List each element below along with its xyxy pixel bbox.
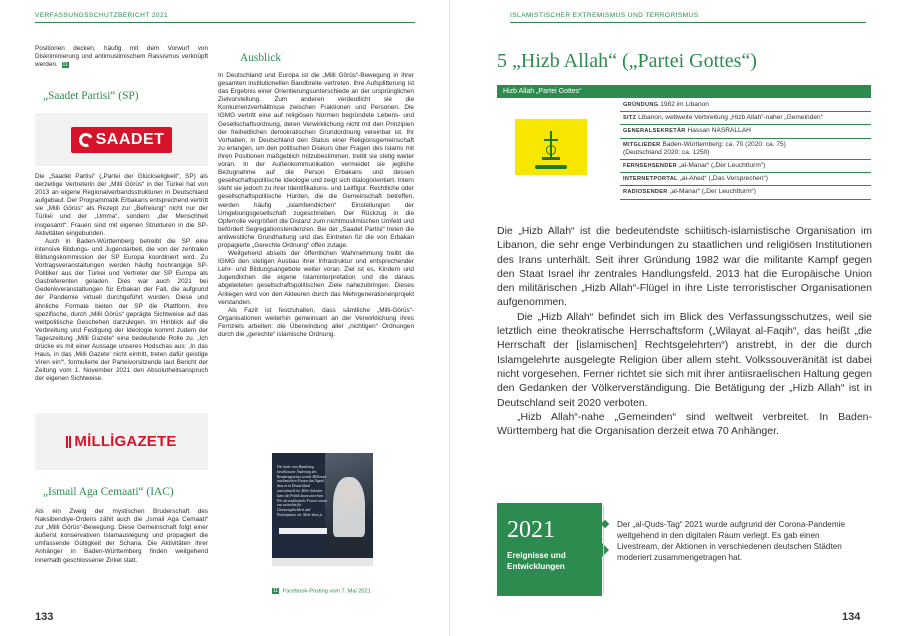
body-paragraph-2: Die „Hizb Allah“ befindet sich im Blick des Verfassungsschutzes, weil sie letztlich eine theokratische Herrschaftsform („Wilayat al-Faqih“, das heißt „die Herrschaft der [islamischen] Rechtsgelehrten“) anstrebt, in der die durch Islamgelehrte ausgelegte Religion über allem steht. Volkssouveränität ist dabei nicht vorgesehen. Ferner richtet sie sich mit ihrer antiisraelischen Haltung gegen den Gedanken der Völkerverständigung. Die Betätigung der „Hizb Allah“ ist in Deutschland seit 2020 verboten. xyxy=(497,310,872,409)
left-column-intro xyxy=(35,45,208,69)
ausblick-paragraph-1: In Deutschland und Europa ist die „Milli Görüs“-Bewegung in ihrer gesamten institutionellen Bandbreite vertreten. Ihre Aufsplitterung ist das Ergebnis einer Orientierungsunterschiede an der ursprünglichen Zielvorstellung. Zum anderen verdeutlicht sie die Konkurrenzverhältnisse zwischen Fraktionen und Personen. Die IGMG vertritt eine auf religiösen Normen begründete Lebens- und Gesellschaftsordnung, deren Verwirklichung nicht mit den Prinzipien der freiheitlichen demokratischen Grundordnung vereinbar ist. Ihr Vorhaben, in Deutschland den Status einer Religionsgemeinschaft zu erlangen, um den politischen Diskurs über Fragen des Islams mit ihren Positionen maßgeblich mitzubestimmen, treibt sie stetig weiter voran. In der Außenkommunikation vermeidet sie jegliche Bezugnahme auf die Person Erbakans und dessen gesellschaftspolitische Ideologie und zeigt sich dialogorientiert. Intern steht sie jedoch zu ihrer Identifikations- und Leitfigur. Rechtliche oder gesellschaftspolitische Hürden, die die Gemeinschaft betreffen, werden häufig „islamfeindlichen“ Einstellungen der Umgebungsgesellschaft zugeschrieben. Der Rückzug in die Opferrolle vergrößert die Distanz zum nichtmuslimischen Umfeld und befördert Segregationstendenzen. Bei der „Saadet Partisi“ treten die antiwestliche Grundhaltung und das Eintreten für die von Erbakan propagierte „Gerechte Ordnung“ offen zutage. xyxy=(218,72,414,249)
page-number-left: 133 xyxy=(35,611,54,623)
fact-value-secondary: (Deutschland 2020: ca. 1250) xyxy=(623,148,710,156)
saadet-logo xyxy=(35,113,208,166)
hizb-allah-flag xyxy=(515,119,587,175)
events-box xyxy=(497,503,602,596)
poster-quote: Die heute vom Bundestag beschlossene Änderung des Beamtengesetzes sendet Millionen muslimischen Frauen das Signal, dass es in Deutschland unerwünscht ist. Mehr Schaden kann die Politik kaum anrichten. Wir als muslimische Frauen setzen uns weiterhin für Chancengleichheit und Partizipation ein. Mehr denn je. xyxy=(277,465,328,517)
fact-value: 1982 im Libanon xyxy=(660,101,709,108)
fact-label: GENERALSEKRETÄR xyxy=(623,128,686,135)
running-rule-right xyxy=(510,22,866,23)
events-text-content: Der „al-Quds-Tag“ 2021 wurde aufgrund der Corona-Pandemie weitgehend in den digitalen Raum verlegt. Es gab einen Livestream, der Aktionen in verschiedenen deutschen Städten moderiert zusammengetragen hat. xyxy=(617,520,846,562)
flag-emblem-globe xyxy=(546,145,556,155)
fact-row-internetportal xyxy=(620,173,871,186)
running-head-left: VERFASSUNGSSCHUTZBERICHT 2021 xyxy=(35,12,169,19)
hizb-allah-body xyxy=(497,224,872,438)
fact-label: INTERNETPORTAL xyxy=(623,176,678,183)
fact-value: „al-Manar“ („Der Leuchtturm“) xyxy=(669,188,756,196)
poster-bar xyxy=(272,558,373,566)
saadet-paragraph-2: Auch in Baden-Württemberg betreibt die SP eine intensive Bildungs- und Jugendarbeit, die von der zentralen Bildungskommission der SP Europa koordiniert wird. Zu Vortragsveranstaltungen werden häufig hochrangige SP-Politiker aus der Türkei und Vertreter der SP Europa als Gastreferenten geladen. Dies war auch 2021 bei Gedenkveranstaltungen für Erbakan der Fall, die aufgrund der Pandemie virtuell durchgeführt wurden. Diese und ähnliche Formate bieten der SP die Plattform, ihre spezifische, durch „Milli Görüs“ geprägte Sichtweise auf das weltpolitische Geschehen darzulegen. Im Hinblick auf die Verbreitung und Festigung der Ideologie kommt zudem der Tageszeitung „Milli Gazete“ eine bedeutende Rolle zu. „Ich drücke es mit einer Aussage unseres Hodschas aus: ,In das Haus, in das ,Milli Gazete‘ nicht eintritt, treten dafür geistige Viren ein‘“, formulierte der Parteivorsitzende laut Bericht der Zeitung vom 1. November 2021 den Absolutheitsanspruch der eigenen Sichtweise. xyxy=(35,237,208,383)
running-head-right: ISLAMISTISCHER EXTREMISMUS UND TERRORISMUS xyxy=(510,12,699,19)
saadet-heading: „Saadet Partisi“ (SP) xyxy=(43,90,139,102)
fact-row-mitglieder xyxy=(620,139,871,160)
events-year: 2021 xyxy=(507,517,555,543)
fact-label: FERNSEHSENDER xyxy=(623,163,677,170)
facebook-posting-image xyxy=(272,453,373,584)
poster-photo xyxy=(325,453,373,561)
factbox-rows xyxy=(620,99,871,200)
bars-icon xyxy=(66,436,71,448)
fact-row-generalsekretaer xyxy=(620,125,871,138)
poster-button-shape xyxy=(279,528,327,534)
fact-label: MITGLIEDER xyxy=(623,141,661,148)
body-paragraph-3: „Hizb Allah“-nahe „Gemeinden“ sind weltweit verbreitet. In Baden-Württemberg hat die Organisation derzeit etwa 70 Anhänger. xyxy=(497,410,872,438)
caption-text: Facebook-Posting vom 7. Mai 2021 xyxy=(282,588,371,595)
body-paragraph-1: Die „Hizb Allah“ ist die bedeutendste schiitisch-islamistische Organisation im Libanon, die sehr enge Verbindungen zu staatlichen und religiösen Institutionen des Irans unterhält. Seit ihrer Gründung 1982 war die militante Kampf gegen den Staat Israel ihr zentrales Handlungsfeld. 2013 hat die Europäische Union den militärischen „Hizb Allah“-Flügel in ihre Liste terroristischer Organisationen aufgenommen. xyxy=(497,225,872,309)
iac-text xyxy=(35,508,208,565)
events-text xyxy=(617,519,862,563)
fact-row-sitz xyxy=(620,112,871,125)
fact-row-gruendung xyxy=(620,99,871,112)
saadet-text xyxy=(35,173,208,383)
milli-gazete-logo-mark xyxy=(66,433,176,450)
fact-value: „al-Manar“ („Der Leuchtturm“) xyxy=(678,162,766,170)
footnote-marker: 11 xyxy=(62,61,68,68)
fact-label: SITZ xyxy=(623,115,637,122)
ausblick-heading: Ausblick xyxy=(240,52,282,64)
factbox-header xyxy=(497,85,871,98)
saadet-logo-mark xyxy=(71,127,173,153)
fact-value: Libanon, weltweite Verbreitung „Hizb Allah“-naher „Gemeinden“ xyxy=(638,114,823,122)
factbox-header-text: Hizb Allah „Partei Gottes“ xyxy=(503,88,582,95)
running-rule-left xyxy=(35,22,415,23)
crescent-icon xyxy=(77,131,95,149)
fact-row-fernsehsender xyxy=(620,160,871,173)
ausblick-paragraph-3: Als Fazit ist festzuhalten, dass sämtliche „Milli-Görüs“-Organisationen weiterhin gemeinsam an der Verwirklichung ihres Fernziels arbeiten: die Überwindung aller „nichtigen“ Ordnungen durch die „gerechte“ islamische Ordnung. xyxy=(218,306,414,338)
flag-emblem-base xyxy=(542,157,560,160)
flag-banner xyxy=(535,165,567,169)
iac-heading: „Ismail Aga Cemaati“ (IAC) xyxy=(43,486,174,498)
milli-gazete-logo xyxy=(35,413,208,470)
fact-row-radiosender xyxy=(620,186,871,199)
ausblick-text xyxy=(218,72,414,339)
chapter-title: 5 „Hizb Allah“ („Partei Gottes“) xyxy=(497,50,757,72)
page-number-right: 134 xyxy=(842,611,861,623)
ausblick-paragraph-2: Weitgehend abseits der öffentlichen Wahrnehmung treibt die IGMG den stetigen Ausbau ihrer Infrastruktur und entsprechender Lehr- und Bildungsangebote weiter voran. Ziel ist es, Kindern und Jugendlichen die eigene Islaminterpretation und die daraus abgeleiteten gesellschaftspolitischen Ziele nahezubringen. Dieses Anliegen wird von den Akteuren durch das Mehrgenerationenprojekt verstanden. xyxy=(218,250,414,306)
intro-text: Positionen decken, häufig mit dem Vorwurf von Diskriminierung und antimuslimischem Rassismus verknüpft werden. xyxy=(35,45,208,69)
saadet-paragraph-1: Die „Saadet Partisi“ („Partei der Glückseligkeit“, SP) als derzeitige Vertreterin der „Milli Görüs“ in der Türkei hat von 2013 an eigene Regionalverbandsstrukturen in Deutschland aufgebaut. Der Programmatik Erbakans entsprechend vertritt sie „Milli Görüs“ als Rezept zur „Befreiung“ nicht nur der Türkei und der „Umma“, sondern „der Menschheit insgesamt“. Frauen sind mit eigenen Strukturen in die SP-Aktivitäten eingebunden. xyxy=(35,173,208,237)
fact-value: Hassan NASRALLAH xyxy=(687,127,751,135)
iac-paragraph-1: Als ein Zweig der mystischen Bruderschaft des Naksibendiye-Ordens zählt auch die „Ismail Aga Cemaati“ zur „Milli Görüs“-Bewegung. Diese Gemeinschaft folgt einer äußerst konservativen Islamauslegung und propagiert die umfassende Gültigkeit der Scharia. Die Aktivitäten ihrer Anhänger in Baden-Württemberg finden weitgehend innerhalb geschlossener Zirkel statt. xyxy=(35,508,208,564)
caption-footnote-marker: 11 xyxy=(273,588,279,594)
flag-emblem-arm xyxy=(544,139,558,141)
fact-label: RADIOSENDER xyxy=(623,189,668,196)
poster-photo-face xyxy=(339,481,359,505)
fact-value: Baden-Württemberg: ca. 70 (2020: ca. 75) xyxy=(662,140,786,148)
fact-value: „al-Ahed“ („Das Versprechen“) xyxy=(679,175,768,183)
saadet-logo-text: SAADET xyxy=(95,130,165,148)
events-label: Ereignisse und Entwicklungen xyxy=(507,551,566,571)
milli-gazete-logo-text: MİLLİGAZETE xyxy=(74,433,177,450)
flag-emblem-icon xyxy=(542,129,560,163)
poster-footer xyxy=(272,566,373,584)
poster-caption xyxy=(272,588,371,594)
fact-label: GRÜNDUNG xyxy=(623,102,659,108)
